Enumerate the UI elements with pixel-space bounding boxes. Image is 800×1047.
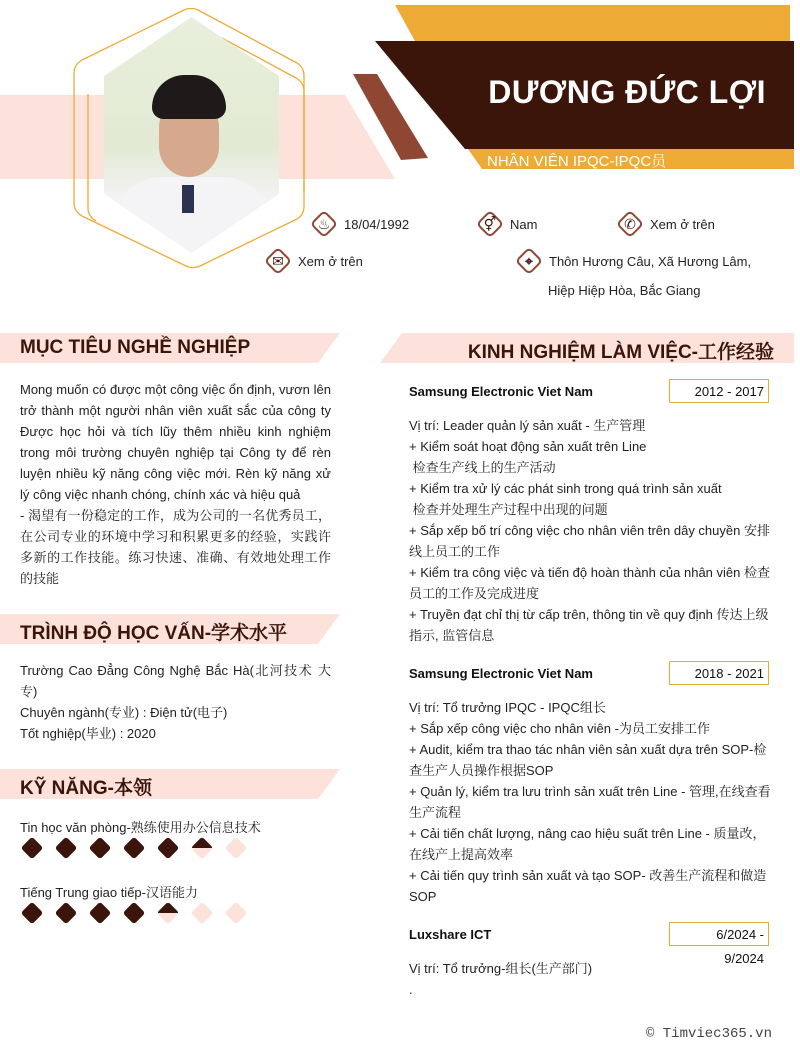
job-line: 检查生产线上的生产活动 <box>409 460 556 475</box>
rating-dot-icon <box>55 902 77 924</box>
job-company: Luxshare ICT <box>409 927 492 942</box>
rating-dot-icon <box>123 837 145 859</box>
header-gold-band <box>395 5 790 41</box>
skill-rating <box>21 902 247 924</box>
job-line: + Audit, kiểm tra thao tác nhân viên sản xuất dựa trên SOP-检查生产人员操作根据SOP <box>409 742 767 778</box>
map-pin-icon: ⌖ <box>513 245 545 277</box>
email-value: Xem ở trên <box>298 253 363 269</box>
phone-icon: ✆ <box>614 208 646 240</box>
rating-dot-empty-icon <box>225 902 247 924</box>
education-title: TRÌNH ĐỘ HỌC VẤN-学术水平 <box>20 623 288 644</box>
rating-dot-icon <box>21 902 43 924</box>
email-field <box>262 245 363 277</box>
job-company: Samsung Electronic Viet Nam <box>409 666 593 681</box>
rating-dot-icon <box>21 837 43 859</box>
objective-text-zh: - 渴望有一份稳定的工作，成为公司的一名优秀员工，在公司专业的环境中学习和积累更多的经验，实践许多新的工作技能。练习快速、准确、有效地处理工作的技能 <box>20 508 331 586</box>
job-line: + Kiểm tra công việc và tiến độ hoàn thành của nhân viên 检查员工的工作及完成进度 <box>409 565 770 601</box>
gender-value: Nam <box>510 216 538 232</box>
job-period: 2018 - 2021 <box>669 661 769 685</box>
skills-title: KỸ NĂNG-本领 <box>20 778 152 799</box>
candidate-name: DƯƠNG ĐỨC LỢI <box>488 74 766 110</box>
job-line: + Truyền đạt chỉ thị từ cấp trên, thông tin về quy định 传达上级指示, 监管信息 <box>409 607 769 643</box>
job-line: 检查并处理生产过程中出现的问题 <box>409 502 608 517</box>
education-major: Chuyên ngành(专业) : Điện tử(电子) <box>20 705 228 720</box>
birthday-cake-icon: ♨ <box>308 208 340 240</box>
job-line: + Sắp xếp bố trí công việc cho nhân viên trên dây chuyền 安排线上员工的工作 <box>409 523 770 559</box>
job-details <box>409 697 775 907</box>
rating-dot-icon <box>123 902 145 924</box>
job-line: + Kiểm soát hoạt động sản xuất trên Line <box>409 439 647 454</box>
skill-rating <box>21 837 247 859</box>
job-period: 2012 - 2017 <box>669 379 769 403</box>
job-details <box>409 415 775 646</box>
watermark: © Timviec365.vn <box>645 1026 772 1042</box>
phone-field <box>614 208 715 240</box>
objective-section <box>20 379 331 589</box>
job-company: Samsung Electronic Viet Nam <box>409 384 593 399</box>
job-title: NHÂN VIÊN IPQC-IPQC员 <box>487 153 667 170</box>
gender-field <box>474 208 537 240</box>
education-section <box>20 660 331 744</box>
rating-dot-icon <box>89 837 111 859</box>
address-line2: Hiệp Hiệp Hòa, Bắc Giang <box>548 283 701 298</box>
skill-name: Tiếng Trung giao tiếp-汉语能力 <box>20 885 198 900</box>
job-line: . <box>409 982 413 997</box>
job-line: + Quản lý, kiểm tra lưu trình sản xuất trên Line - 管理,在线查看生产流程 <box>409 784 771 820</box>
job-line: + Cải tiến chất lượng, nâng cao hiệu suất trên Line - 质量改，在线产上提高效率 <box>409 826 766 862</box>
rating-dot-empty-icon <box>191 902 213 924</box>
rating-dot-icon <box>157 837 179 859</box>
rating-dot-half-icon <box>191 837 213 859</box>
rating-dot-half-icon <box>157 902 179 924</box>
job-details <box>409 958 775 1000</box>
job-line: Vị trí: Leader quản lý sản xuất - 生产管理 <box>409 418 646 433</box>
objective-title: MỤC TIÊU NGHỀ NGHIỆP <box>20 337 251 358</box>
experience-title: KINH NGHIỆM LÀM VIỆC-工作经验 <box>467 342 774 363</box>
birthday-field <box>308 208 409 240</box>
job-line: Vị trí: Tổ trưởng-组长(生产部门) <box>409 961 593 976</box>
phone-value: Xem ở trên <box>650 216 715 232</box>
job-line: + Cải tiến quy trình sản xuất và tạo SOP- 改善生产流程和做造SOP <box>409 868 767 904</box>
address-line1: Thôn Hương Câu, Xã Hương Lâm, <box>549 253 752 269</box>
objective-text-vi: Mong muốn có được một công việc ổn định, vươn lên trở thành một người nhân viên xuất sắc của công ty Được học hỏi và tích lũy thêm nhiều kinh nghiệm trong môi trường chuyên nghiệp tại Công ty để rèn luyện nhiều kỹ năng công việc mới. Rèn kỹ năng xử lý công việc nhanh chóng, chính xác và hiệu quả <box>20 382 331 502</box>
education-graduation: Tốt nghiệp(毕业) : 2020 <box>20 726 156 741</box>
job-line: + Sắp xếp công việc cho nhân viên -为员工安排工作 <box>409 721 710 736</box>
envelope-icon: ✉ <box>262 245 294 277</box>
job-line: Vị trí: Tổ trưởng IPQC - IPQC组长 <box>409 700 606 715</box>
rating-dot-icon <box>55 837 77 859</box>
address-field <box>513 245 751 277</box>
gender-icon: ⚥ <box>474 208 506 240</box>
skill-name: Tin học văn phòng-熟练使用办公信息技术 <box>20 820 261 835</box>
job-line: + Kiểm tra xử lý các phát sinh trong quá trình sản xuất <box>409 481 722 496</box>
education-school: Trường Cao Đẳng Công Nghệ Bắc Hà(北河技术 大专) <box>20 663 331 699</box>
rating-dot-icon <box>89 902 111 924</box>
birthday-value: 18/04/1992 <box>344 216 410 232</box>
rating-dot-empty-icon <box>225 837 247 859</box>
job-period: 6/2024 - 9/2024 <box>669 922 769 946</box>
